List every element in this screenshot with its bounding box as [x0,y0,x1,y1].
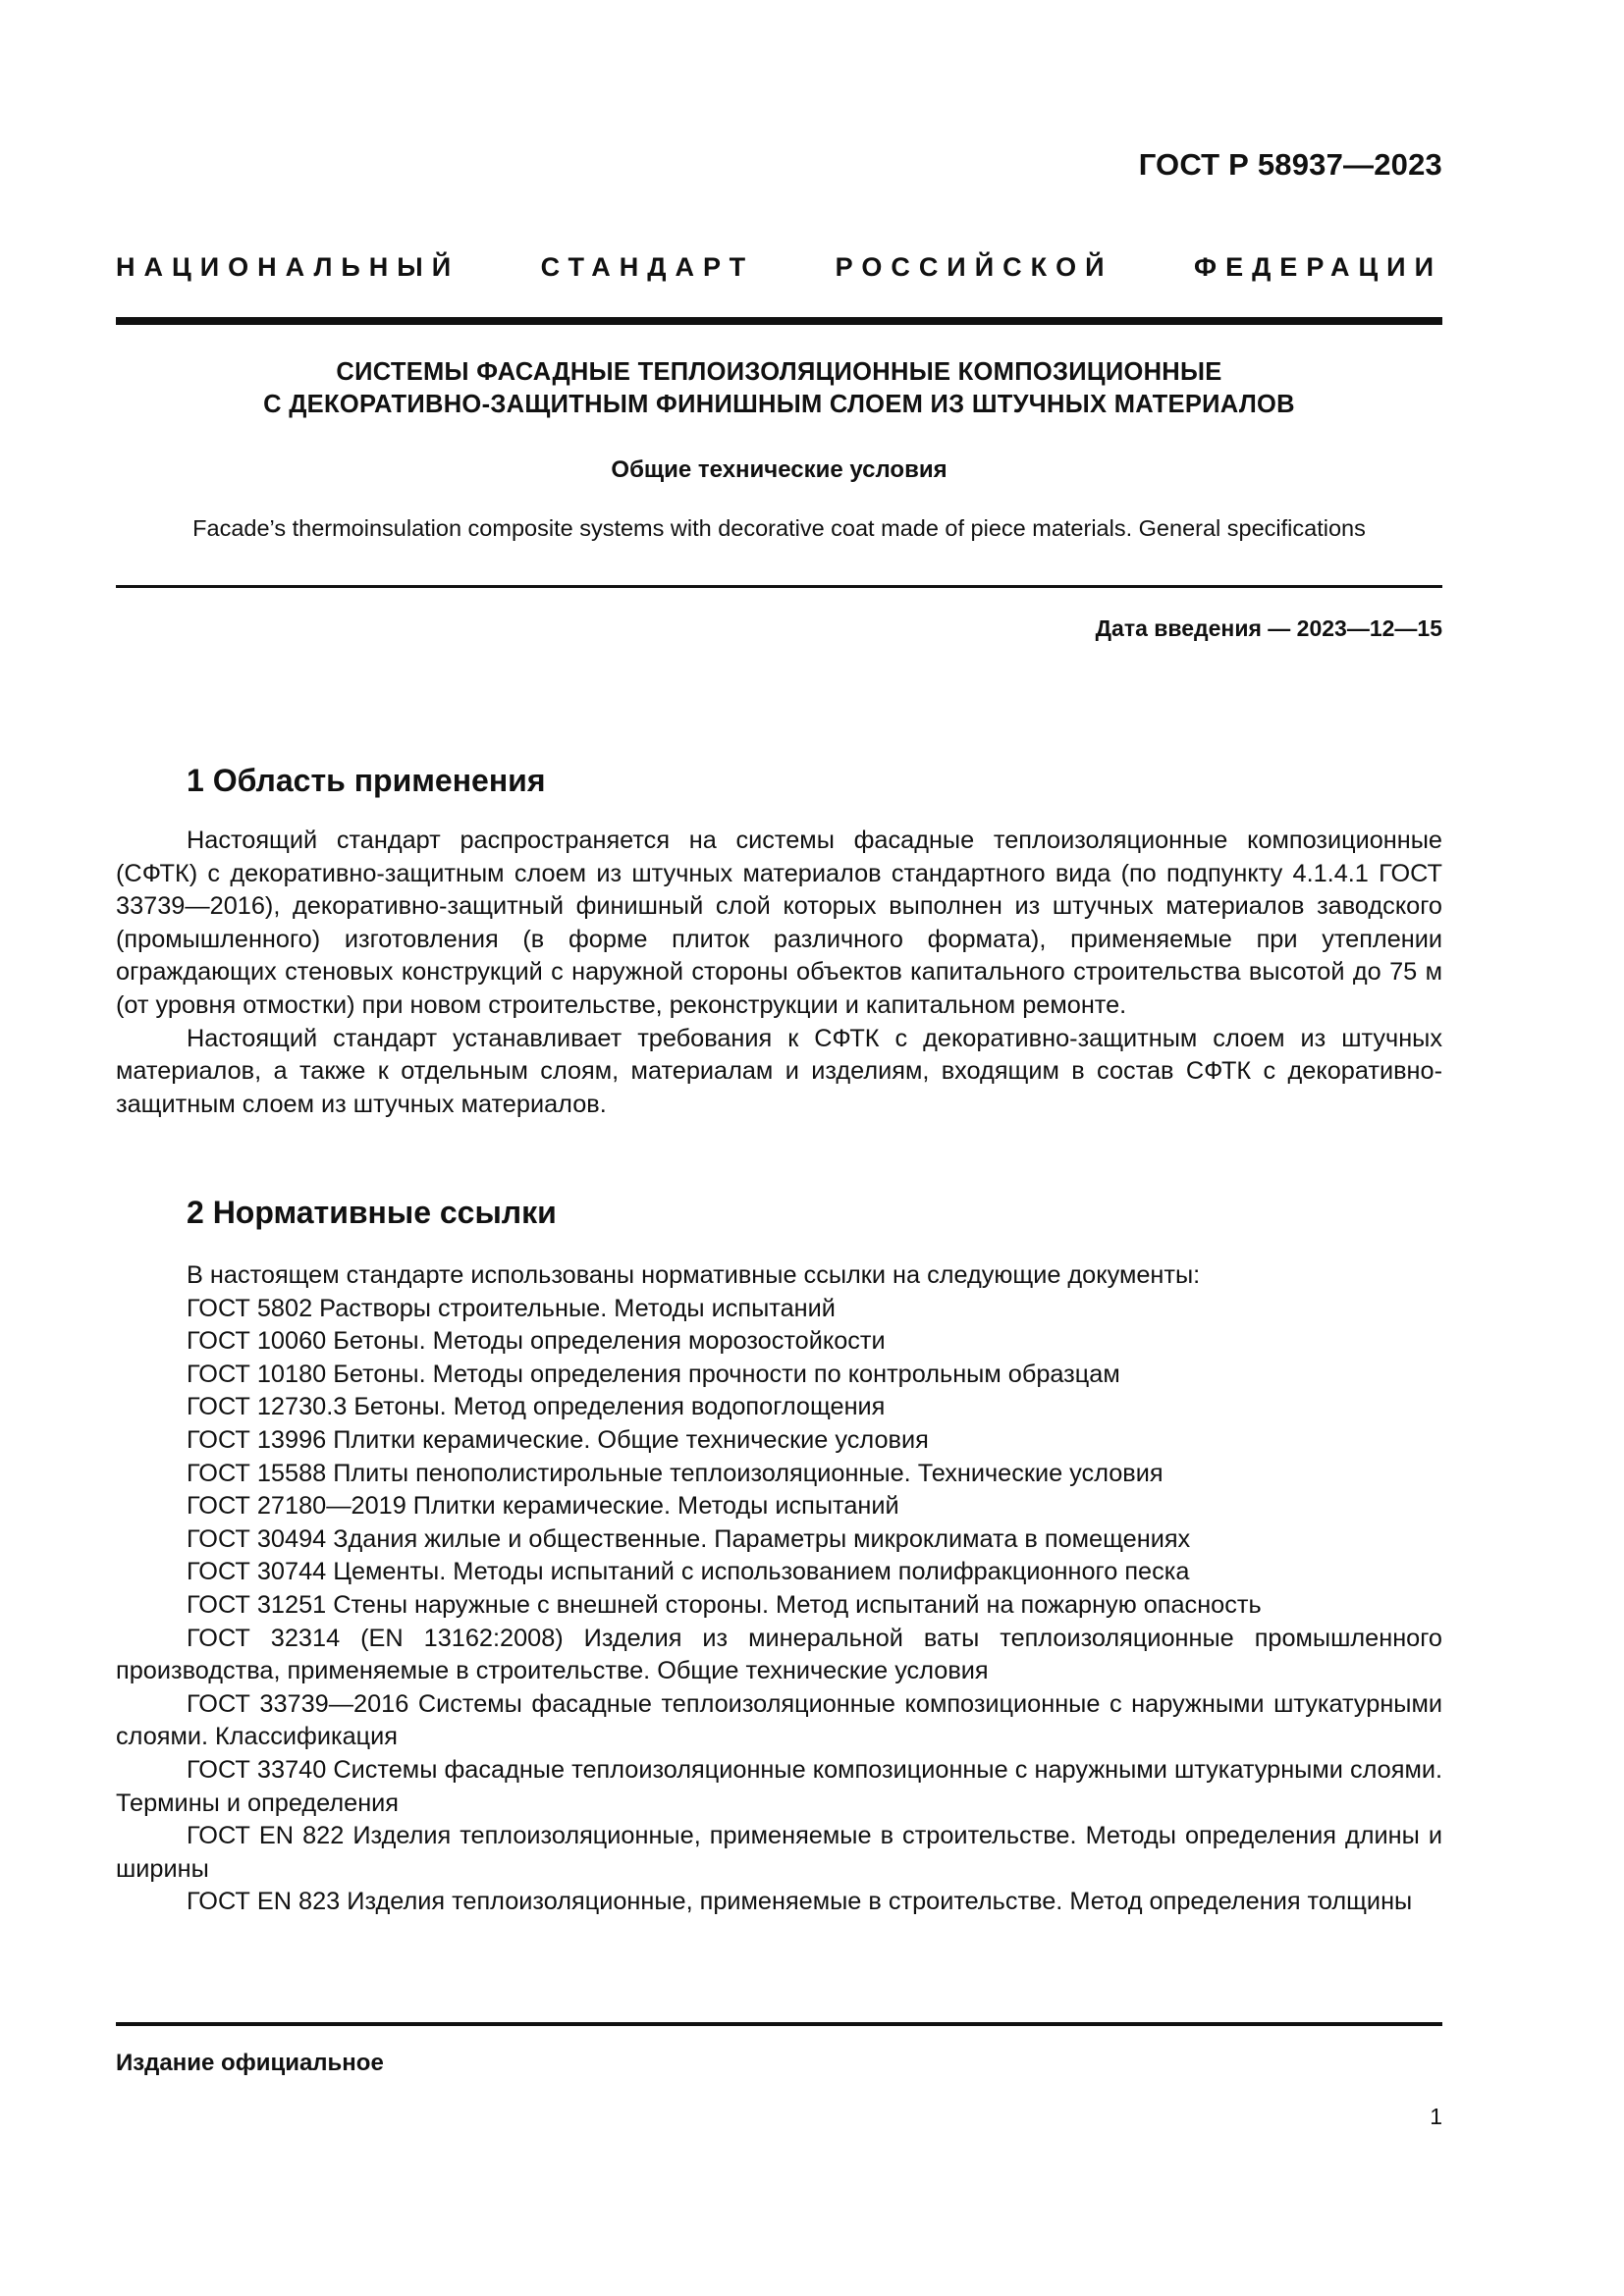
reference-item: ГОСТ 12730.3 Бетоны. Метод определения водопоглощения [187,1393,886,1421]
reference-item: ГОСТ 30744 Цементы. Методы испытаний с использованием полифракционного песка [187,1558,1190,1586]
reference-item: ГОСТ 33740 Системы фасадные теплоизоляционные композиционные с наружными штукатурными слоями. Термины и определения [116,1755,1442,1817]
reference-item: ГОСТ 15588 Плиты пенополистирольные теплоизоляционные. Технические условия [187,1459,1164,1487]
reference-item: ГОСТ 31251 Стены наружные с внешней стороны. Метод испытаний на пожарную опасность [187,1590,1262,1619]
section-scope-body [116,825,1442,1121]
english-title: Facade’s thermoinsulation composite systems with decorative coat made of piece materials. General specifications [192,515,1366,541]
section-heading-scope: 1 Область применения [187,763,546,798]
document-subtitle: Общие технические условия [611,456,947,483]
document-code: ГОСТ Р 58937—2023 [1138,147,1442,182]
paragraph: Настоящий стандарт устанавливает требования к СФТК с декоративно-защитным слоем из штучных материалов, а также к отдельным слоям, материалам и изделиям, входящим в состав СФТК с декоративно-защитным слоем из штучных материалов. [116,1024,1442,1118]
reference-item: ГОСТ 27180—2019 Плитки керамические. Методы испытаний [187,1492,899,1521]
reference-item: ГОСТ 30494 Здания жилые и общественные. Параметры микроклимата в помещениях [187,1524,1191,1553]
title-line-1: СИСТЕМЫ ФАСАДНЫЕ ТЕПЛОИЗОЛЯЦИОННЫЕ КОМПОЗИЦИОННЫЕ [336,358,1222,386]
page-number: 1 [1430,2104,1442,2129]
introduction-date: Дата введения — 2023—12—15 [1095,615,1442,641]
section-heading-references: 2 Нормативные ссылки [187,1195,557,1230]
reference-item: ГОСТ 13996 Плитки керамические. Общие технические условия [187,1425,929,1454]
title-line-2: С ДЕКОРАТИВНО-ЗАЩИТНЫМ ФИНИШНЫМ СЛОЕМ ИЗ ШТУЧНЫХ МАТЕРИАЛОВ [263,391,1295,418]
reference-item: ГОСТ 10060 Бетоны. Методы определения морозостойкости [187,1327,886,1356]
reference-item: ГОСТ EN 822 Изделия теплоизоляционные, применяемые в строительстве. Методы определения длины и ширины [116,1822,1442,1883]
footer-divider [116,2022,1442,2026]
section-references-body [116,1259,1442,1919]
reference-item: ГОСТ 5802 Растворы строительные. Методы испытаний [187,1294,836,1322]
national-standard-title: НАЦИОНАЛЬНЫЙ СТАНДАРТ РОССИЙСКОЙ ФЕДЕРАЦИИ [116,252,1442,282]
reference-item: ГОСТ 10180 Бетоны. Методы определения прочности по контрольным образцам [187,1360,1120,1388]
reference-item: ГОСТ 33739—2016 Системы фасадные теплоизоляционные композиционные с наружными штукатурными слоями. Классификация [116,1689,1442,1751]
references-intro: В настоящем стандарте использованы нормативные ссылки на следующие документы: [187,1261,1201,1289]
thick-divider [116,317,1442,325]
official-edition-note: Издание официальное [116,2050,384,2076]
document-title [116,356,1442,421]
reference-item: ГОСТ EN 823 Изделия теплоизоляционные, применяемые в строительстве. Метод определения толщины [187,1888,1413,1916]
title-divider [116,585,1442,588]
paragraph: Настоящий стандарт распространяется на системы фасадные теплоизоляционные композиционные (СФТК) с декоративно-защитным слоем из штучных материалов стандартного вида (по подпункту 4.1.4.1 ГОСТ 33739—2016), декоративно-защитный финишный слой которых выполнен из штучных материалов заводского (промышленного) изготовления (в форме плиток различного формата), применяемые при утеплении ограждающих стеновых конструкций с наружной стороны объектов капитального строительства высотой до 75 м (от уровня отмостки) при новом строительстве, реконструкции и капитальном ремонте. [116,827,1442,1019]
reference-item: ГОСТ 32314 (EN 13162:2008) Изделия из минеральной ваты теплоизоляционные промышленного производства, применяемые в строительстве. Общие технические условия [116,1624,1442,1685]
